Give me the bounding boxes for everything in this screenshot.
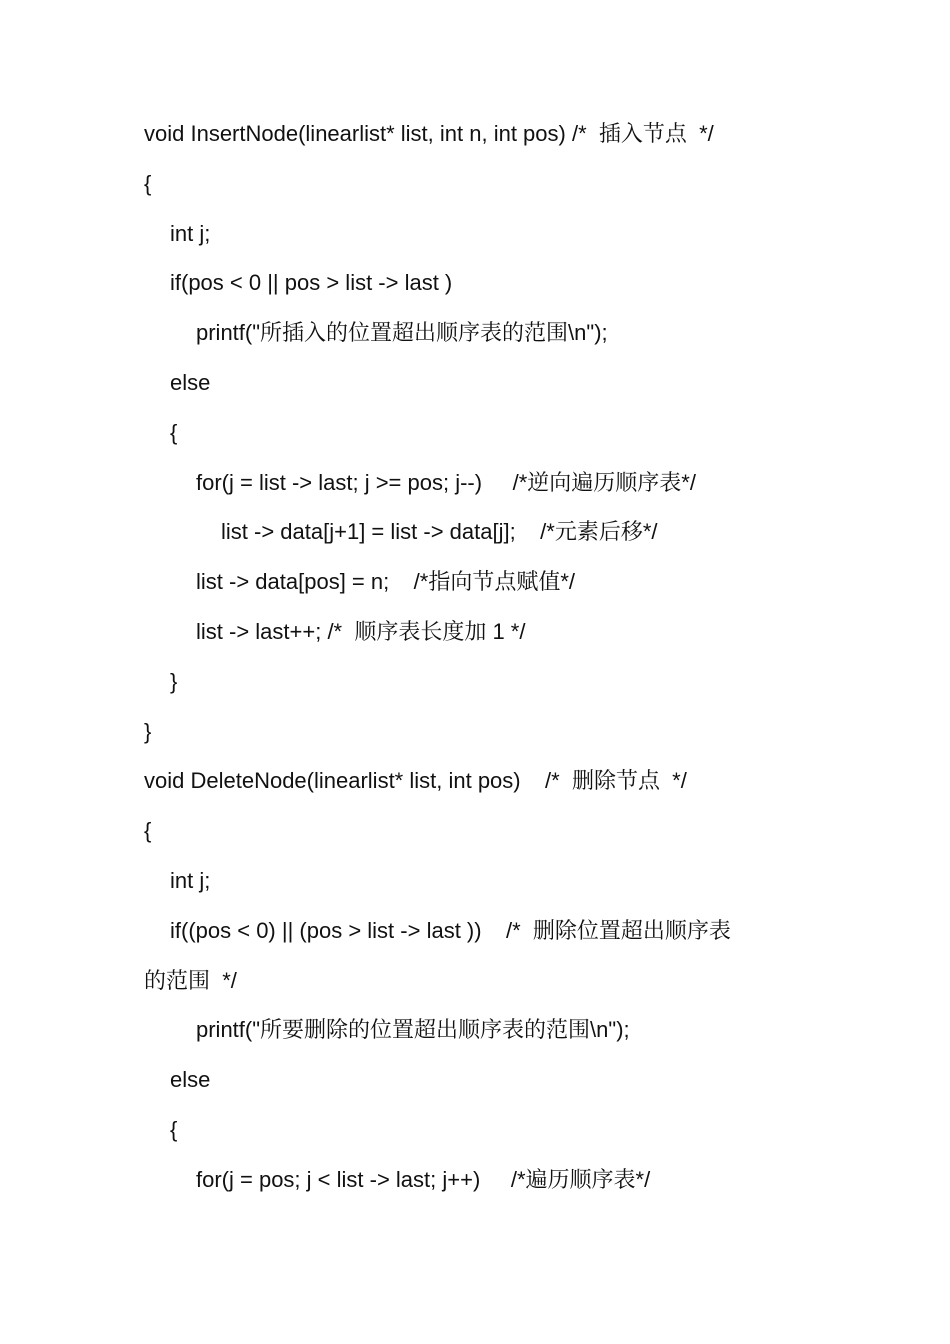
code-listing [144, 109, 824, 1205]
code-line-else: else [170, 369, 211, 395]
code-line-declare-j: int j; [170, 220, 211, 246]
code-line-comment-continuation: 的范围 */ [144, 967, 237, 993]
code-line-close-brace: } [144, 718, 152, 744]
code-line-assign-node: list -> data[pos] = n; /*指向节点赋值*/ [196, 569, 576, 595]
code-line-if-delete-range-check: if((pos < 0) || (pos > list -> last )) /* 删除位置超出顺序表 [170, 917, 731, 943]
code-line-if-range-check: if(pos < 0 || pos > list -> last ) [170, 270, 453, 296]
code-line-declare-j-2: int j; [170, 867, 211, 893]
code-line-shift-element: list -> data[j+1] = list -> data[j]; /*元素后移*/ [221, 519, 658, 545]
code-line-printf-delete-error: printf("所要删除的位置超出顺序表的范围\n"); [196, 1017, 630, 1043]
code-line-deletenode-signature: void DeleteNode(linearlist* list, int pos) /* 删除节点 */ [144, 768, 687, 794]
code-line-insertnode-signature: void InsertNode(linearlist* list, int n, int pos) /* 插入节点 */ [144, 121, 714, 146]
code-line-open-brace-inner: { [170, 419, 178, 445]
code-line-increment-last: list -> last++; /* 顺序表长度加 1 */ [196, 618, 526, 644]
code-line-printf-insert-error: printf("所插入的位置超出顺序表的范围\n"); [196, 320, 608, 346]
code-line-open-brace-2: { [144, 818, 152, 844]
code-line-open-brace-inner-2: { [170, 1116, 178, 1142]
code-line-else-2: else [170, 1067, 211, 1093]
code-line-for-reverse: for(j = list -> last; j >= pos; j--) /*逆向遍历顺序表*/ [196, 469, 696, 495]
code-line-close-brace-inner: } [170, 668, 178, 694]
code-line-for-traverse: for(j = pos; j < list -> last; j++) /*遍历顺序表*/ [196, 1166, 651, 1192]
code-line-open-brace: { [144, 170, 152, 196]
